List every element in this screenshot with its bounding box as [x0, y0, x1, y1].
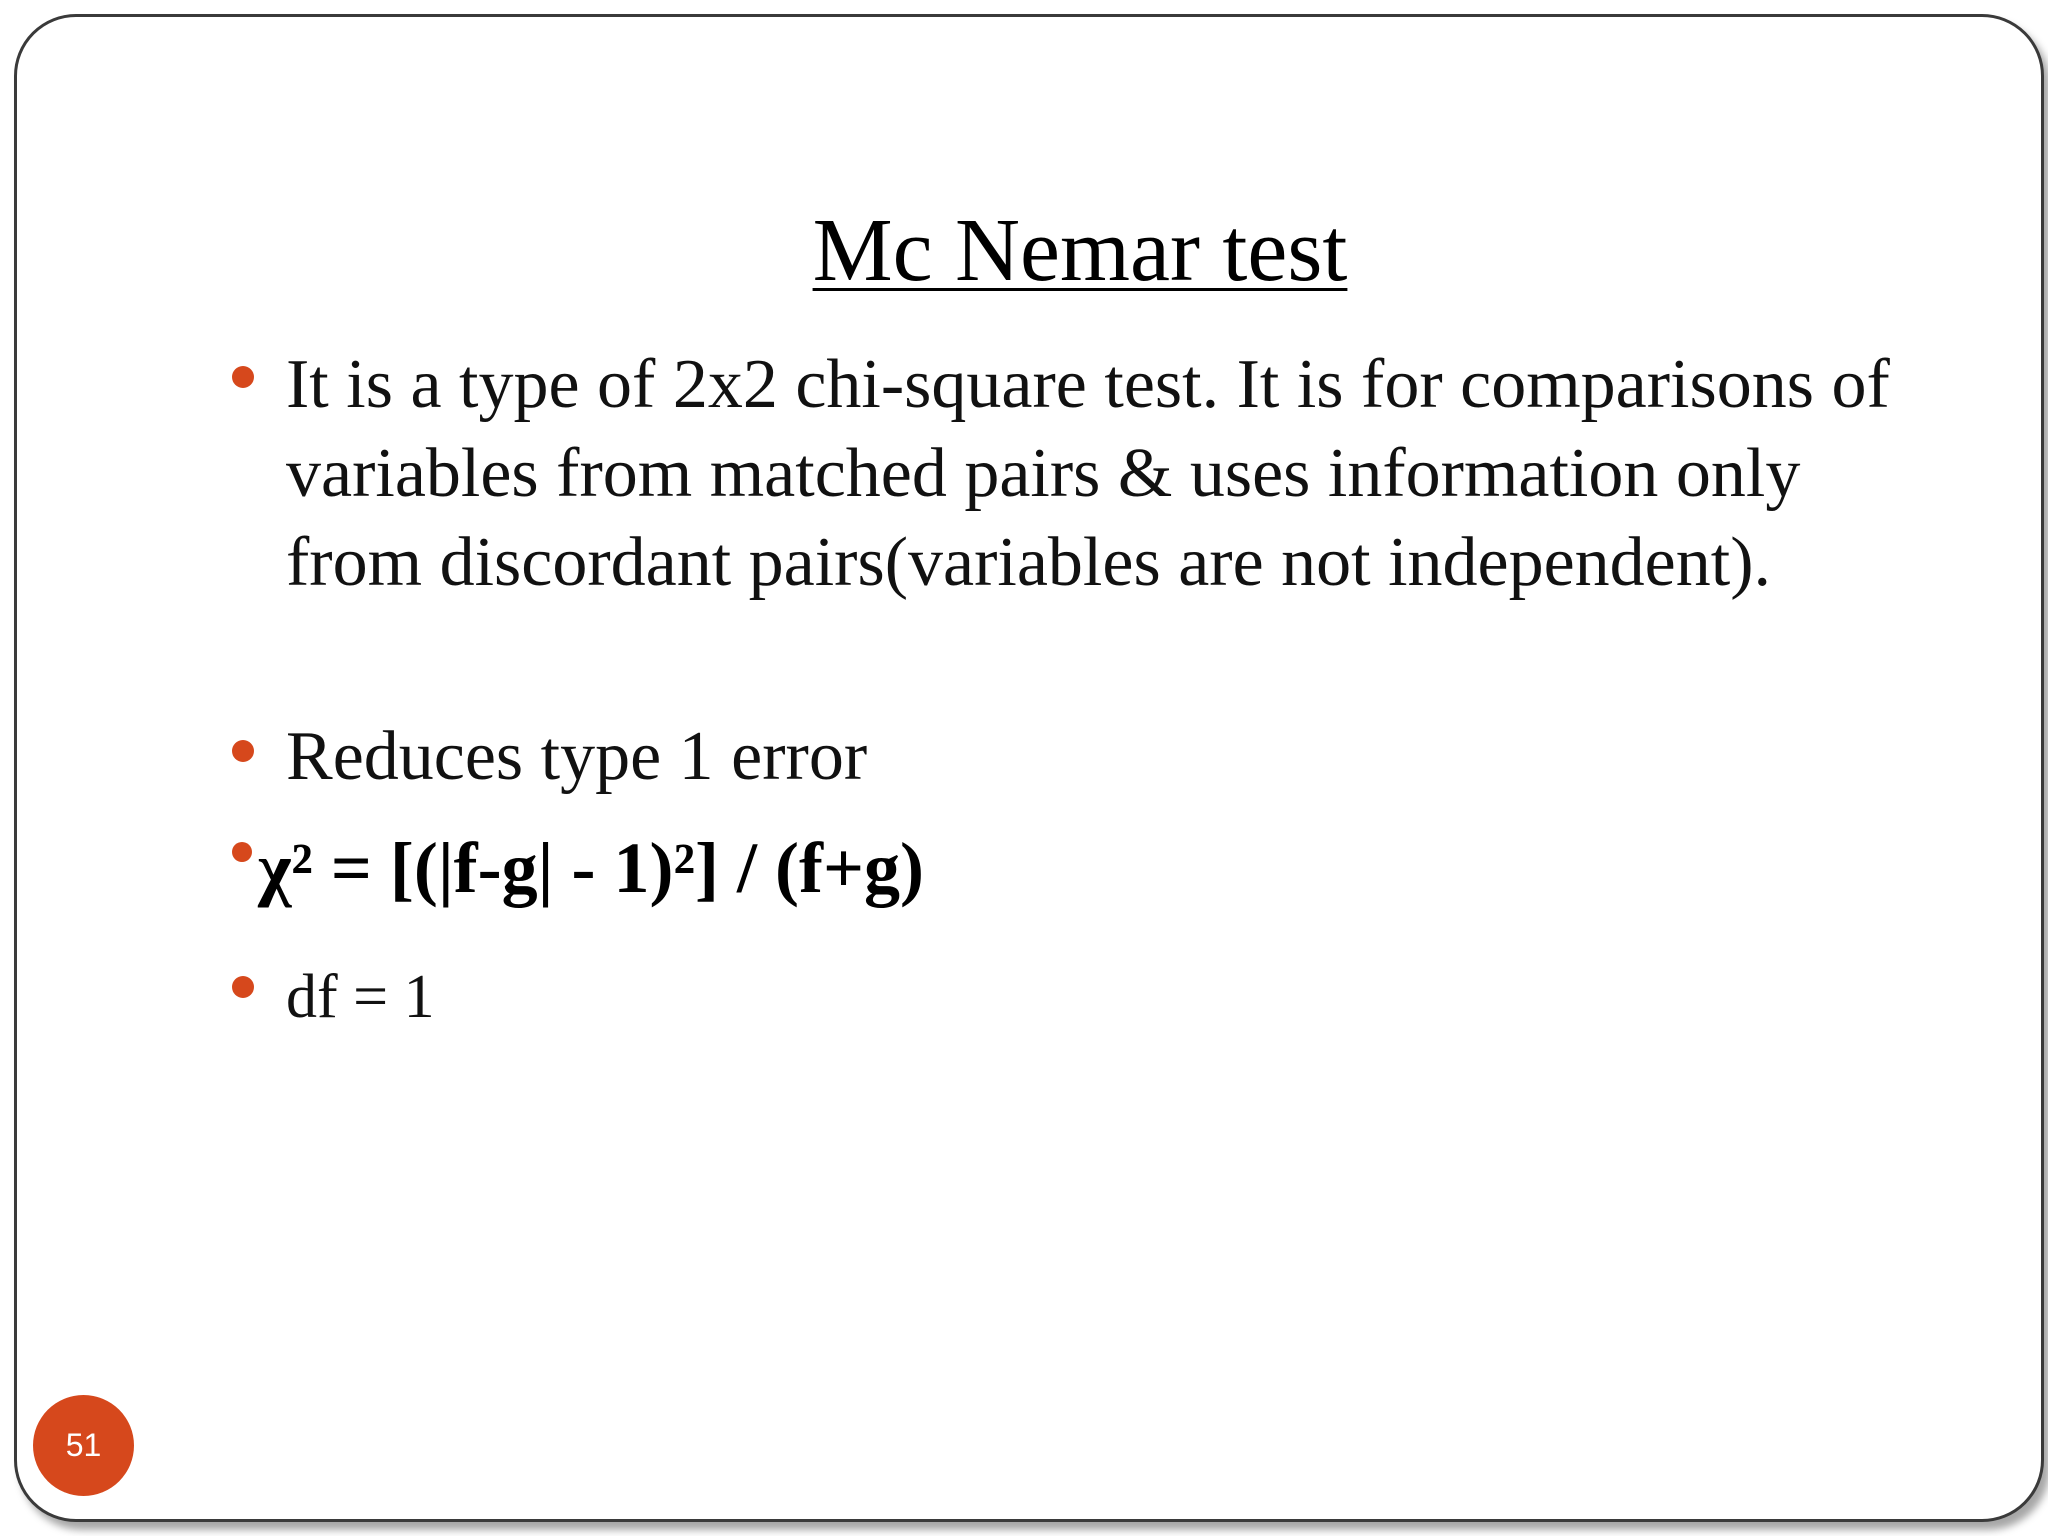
bullet-dot-icon: [232, 842, 252, 862]
bullet-dot-icon: [232, 366, 254, 388]
bullet-text: It is a type of 2x2 chi-square test. It is for comparisons of variables from matched pairs & uses information only from discordant pairs(variables are not independent).: [286, 346, 1890, 601]
bullet-dot-icon: [232, 976, 254, 998]
bullet-text: Reduces type 1 error: [286, 718, 868, 795]
slide-title: Mc Nemar test: [812, 201, 1348, 300]
bullet-text: df = 1: [286, 963, 435, 1031]
page-number-badge: 51: [33, 1395, 134, 1496]
formula-text: χ² = [(|f-g| - 1)²] / (f+g): [258, 828, 924, 908]
bullet-dot-icon: [232, 740, 254, 762]
